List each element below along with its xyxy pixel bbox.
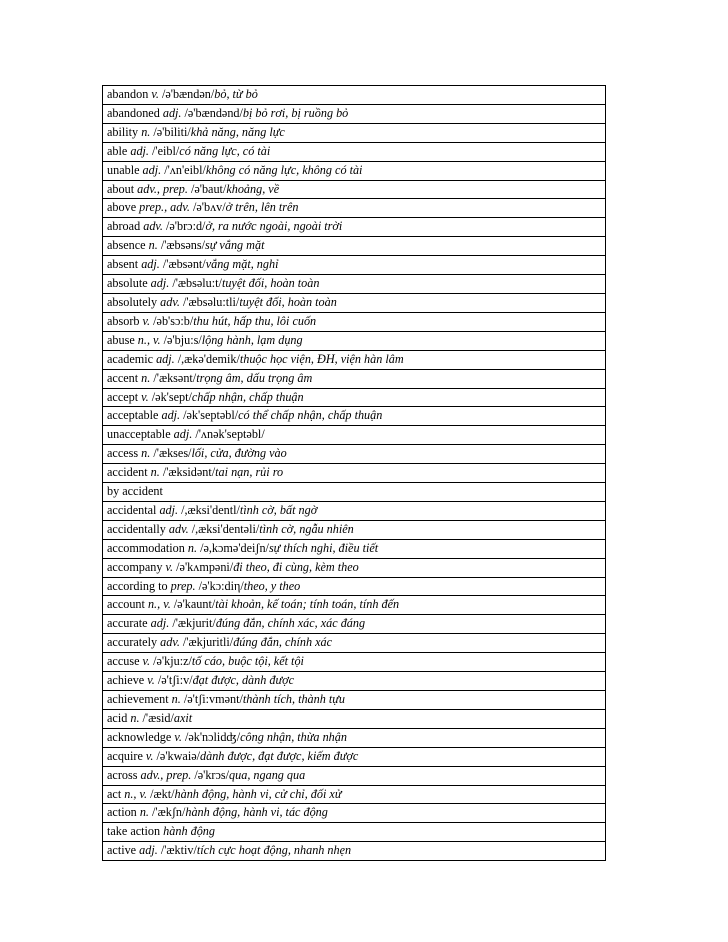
meaning: bỏ, từ bỏ [214,87,258,101]
vocab-entry-cell [103,672,606,691]
meaning: axit [173,710,193,725]
part-of-speech: adv. [160,294,180,309]
vocab-word: take action [107,824,161,839]
vocab-word: unable [107,162,140,177]
vocab-word: account [107,597,145,612]
part-of-speech: v. [141,389,149,404]
part-of-speech: n. [141,124,151,139]
meaning: lộng hành, lạm dụng [201,332,303,347]
pronunciation: /ə'kaunt/ [173,597,216,612]
part-of-speech: n. [141,370,151,385]
pronunciation: /ə'bændən/ [161,87,215,101]
part-of-speech: adv., prep. [140,767,192,782]
vocab-entry-cell [103,86,606,105]
pronunciation: /'æsid/ [142,710,174,725]
pronunciation: /'ʌn'eibl/ [164,162,206,177]
pronunciation: /'æbsəlu:t/ [172,276,222,291]
table-row [103,483,606,502]
table-row [103,672,606,691]
vocab-entry-cell [103,653,606,672]
vocab-entry-cell [103,520,606,539]
vocab-word: abuse [107,332,135,347]
meaning: tích cực hoạt động, nhanh nhẹn [196,843,352,858]
vocab-entry-cell [103,577,606,596]
pronunciation: /'ækses/ [153,446,192,461]
vocab-word: act [107,786,122,801]
vocab-word: achievement [107,692,169,706]
vocab-entry-cell [103,350,606,369]
table-row [103,369,606,388]
pronunciation: /ə'bju:s/ [163,332,202,347]
table-row [103,218,606,237]
vocab-word: able [107,143,128,158]
vocab-entry-cell [103,501,606,520]
meaning: thu hút, hấp thu, lôi cuốn [193,313,317,328]
vocab-word: abandoned [107,105,160,120]
part-of-speech: adj. [141,257,160,272]
table-row [103,142,606,161]
meaning: ở trên, lên trên [225,200,299,215]
part-of-speech: adj. [150,616,170,631]
meaning: lối, cửa, đường vào [191,446,287,461]
part-of-speech: v. [142,313,151,328]
meaning: qua, ngang qua [229,767,306,782]
part-of-speech: adv. [143,219,163,234]
vocab-word: accept [107,389,139,404]
meaning: trọng âm, dấu trọng âm [196,370,313,385]
table-row [103,407,606,426]
pronunciation: /ə'kwaiə/ [156,748,201,763]
vocab-entry-cell [103,123,606,142]
table-row [103,86,606,105]
pronunciation: /'eibl/ [152,143,180,158]
vocab-word: by accident [107,484,163,499]
meaning: tai nạn, rủi ro [215,465,284,480]
table-row [103,388,606,407]
meaning: đúng đắn, chính xác, xác đáng [215,616,366,631]
meaning: vắng mặt, nghỉ [205,257,279,272]
meaning: hành động [163,824,215,839]
table-row [103,104,606,123]
vocab-word: accidental [107,502,157,517]
vocab-entry-cell [103,785,606,804]
part-of-speech: v. [145,748,154,763]
table-row [103,123,606,142]
vocab-word: according to [107,578,168,593]
meaning: ở, ra nước ngoài, ngoài trời [205,219,343,234]
table-row [103,256,606,275]
vocab-word: about [107,181,135,196]
part-of-speech: adj. [159,502,179,517]
pronunciation: /'ækʃn/ [152,805,186,820]
vocab-entry-cell [103,237,606,256]
table-row [103,842,606,861]
pronunciation: /ækt/ [150,786,175,801]
pronunciation: /ə'baut/ [190,181,227,196]
table-row [103,539,606,558]
table-row [103,785,606,804]
vocab-entry-cell [103,747,606,766]
vocabulary-table [102,85,606,861]
vocab-word: accurately [107,635,158,650]
table-row [103,823,606,842]
pronunciation: /'æbsənt/ [162,257,206,272]
part-of-speech: adj. [130,143,149,158]
vocab-word: accuse [107,654,140,669]
vocab-word: acknowledge [107,729,172,744]
table-row [103,577,606,596]
part-of-speech: n., v. [124,786,148,801]
pronunciation: /,æksi'dentəli/ [191,521,260,536]
vocabulary-table-body [103,86,606,861]
table-row [103,804,606,823]
pronunciation: /ə'bʌv/ [192,200,226,215]
table-row [103,426,606,445]
vocab-entry-cell [103,104,606,123]
vocab-word: achieve [107,673,145,688]
meaning: sự thích nghi, điều tiết [268,540,379,555]
vocab-entry-cell [103,218,606,237]
part-of-speech: adj. [142,162,162,177]
table-row [103,464,606,483]
vocab-word: accompany [107,559,163,574]
part-of-speech: adv. [168,521,189,536]
pronunciation: /ək'sept/ [151,389,192,404]
part-of-speech: adj. [150,276,170,291]
part-of-speech: adj. [162,105,182,120]
meaning: dành được, đạt được, kiếm được [200,748,359,763]
pronunciation: /ək'septəbl/ [183,408,239,423]
vocab-entry-cell [103,842,606,861]
meaning: có thể chấp nhận, chấp thuận [238,408,383,423]
vocab-entry-cell [103,388,606,407]
table-row [103,501,606,520]
part-of-speech: v. [151,87,159,101]
part-of-speech: n. [130,710,140,725]
table-row [103,653,606,672]
meaning: công nhận, thừa nhận [240,729,347,744]
meaning: tuyệt đối, hoàn toàn [221,276,320,291]
table-row [103,520,606,539]
vocab-word: acceptable [107,408,159,423]
vocab-entry-cell [103,142,606,161]
meaning: tình cờ, bất ngờ [239,502,318,517]
table-row [103,766,606,785]
meaning: tố cáo, buộc tội, kết tội [191,654,304,669]
part-of-speech: adv., prep. [137,181,188,196]
pronunciation: /ə'tʃi:vmənt/ [183,692,243,706]
table-row [103,331,606,350]
vocab-entry-cell [103,312,606,331]
pronunciation: /ə'kʌmpəni/ [176,559,234,574]
pronunciation: /'ækjurit/ [172,616,216,631]
table-row [103,747,606,766]
vocab-word: action [107,805,137,820]
vocab-word: across [107,767,138,782]
vocab-word: acid [107,710,128,725]
table-row [103,350,606,369]
vocab-entry-cell [103,445,606,464]
vocab-word: accurate [107,616,148,631]
part-of-speech: n., v. [137,332,161,347]
part-of-speech: n. [148,238,158,253]
pronunciation: /ə'krɔs/ [194,767,230,782]
part-of-speech: v. [142,654,151,669]
vocab-entry-cell [103,275,606,294]
pronunciation: /ə,kɔmə'deiʃn/ [200,540,269,555]
vocab-entry-cell [103,766,606,785]
meaning: chấp nhận, chấp thuận [191,389,304,404]
vocab-entry-cell [103,615,606,634]
vocab-word: absent [107,257,139,272]
pronunciation: /ə'brɔ:d/ [166,219,206,234]
vocab-word: absorb [107,313,140,328]
meaning: không có năng lực, không có tài [205,162,363,177]
table-row [103,615,606,634]
vocab-entry-cell [103,483,606,502]
vocab-entry-cell [103,426,606,445]
meaning: theo, y theo [243,578,301,593]
vocab-word: accidentally [107,521,166,536]
part-of-speech: n. [187,540,198,555]
vocab-word: ability [107,124,139,139]
vocab-word: academic [107,351,154,366]
meaning: có năng lực, có tài [179,143,271,158]
table-row [103,275,606,294]
part-of-speech: n. [141,446,151,461]
pronunciation: /ə'biliti/ [153,124,191,139]
pronunciation: /ə'kju:z/ [153,654,192,669]
vocab-entry-cell [103,539,606,558]
pronunciation: /əb'sɔ:b/ [153,313,194,328]
part-of-speech: n. [150,465,160,480]
part-of-speech: adj. [139,843,158,858]
table-row [103,728,606,747]
vocab-word: abandon [107,87,149,101]
vocab-entry-cell [103,691,606,710]
vocab-entry-cell [103,596,606,615]
vocab-entry-cell [103,161,606,180]
part-of-speech: n. [139,805,149,820]
meaning: tài khoản, kế toán; tính toán, tính đến [215,597,400,612]
meaning: sự vắng mặt [205,238,265,253]
vocab-word: abroad [107,219,141,234]
vocab-word: absolute [107,276,148,291]
meaning: tuyệt đối, hoàn toàn [239,294,337,309]
vocab-entry-cell [103,804,606,823]
meaning: khoảng, về [226,181,280,196]
meaning: tình cờ, ngẫu nhiên [259,521,354,536]
meaning: đi theo, đi cùng, kèm theo [233,559,359,574]
pronunciation: /'æksidənt/ [162,465,216,480]
meaning: thuộc học viện, ĐH, viện hàn lâm [239,351,404,366]
pronunciation: /'æktiv/ [160,843,197,858]
part-of-speech: adj. [156,351,175,366]
meaning: đúng đắn, chính xác [233,635,333,650]
vocab-entry-cell [103,558,606,577]
table-row [103,312,606,331]
part-of-speech: prep. [170,578,196,593]
pronunciation: /'æbsəlu:tli/ [182,294,240,309]
pronunciation: /,æksi'dentl/ [181,502,240,517]
table-row [103,558,606,577]
vocab-word: accent [107,370,139,385]
vocab-word: accident [107,465,148,480]
vocab-word: acquire [107,748,143,763]
table-row [103,709,606,728]
vocab-word: active [107,843,137,858]
part-of-speech: v. [174,729,182,744]
table-row [103,596,606,615]
meaning: bị bỏ rơi, bị ruồng bỏ [242,105,349,120]
vocab-word: unacceptable [107,427,171,442]
pronunciation: /'ʌnək'septəbl/ [195,427,265,442]
vocab-word: accommodation [107,540,185,555]
table-row [103,445,606,464]
part-of-speech: adj. [173,427,193,442]
pronunciation: /'ækjuritli/ [182,635,234,650]
vocab-entry-cell [103,293,606,312]
meaning: đạt được, dành được [192,673,295,688]
pronunciation: /,ækə'demik/ [177,351,240,366]
vocab-word: access [107,446,139,461]
vocab-entry-cell [103,709,606,728]
vocab-entry-cell [103,331,606,350]
pronunciation: /ək'nɔlidʤ/ [184,729,241,744]
vocab-entry-cell [103,256,606,275]
vocab-entry-cell [103,407,606,426]
pronunciation: /'æbsəns/ [160,238,205,253]
table-row [103,634,606,653]
table-row [103,237,606,256]
part-of-speech: prep., adv. [139,200,190,215]
pronunciation: /'æksənt/ [153,370,197,385]
part-of-speech: v. [147,673,155,688]
meaning: thành tích, thành tựu [242,692,346,706]
part-of-speech: v. [165,559,174,574]
table-row [103,691,606,710]
table-row [103,161,606,180]
vocab-entry-cell [103,823,606,842]
vocab-entry-cell [103,369,606,388]
meaning: hành động, hành vi, cử chỉ, đối xử [174,786,342,801]
pronunciation: /ə'bændənd/ [184,105,243,120]
table-row [103,199,606,218]
vocab-word: above [107,200,137,215]
meaning: khả năng, năng lực [190,124,285,139]
part-of-speech: adv. [160,635,180,650]
table-row [103,180,606,199]
part-of-speech: adj. [161,408,181,423]
table-row [103,293,606,312]
meaning: hành động, hành vi, tác động [185,805,328,820]
vocab-entry-cell [103,180,606,199]
pronunciation: /ə'tʃi:v/ [157,673,193,688]
vocab-word: absolutely [107,294,158,309]
vocab-entry-cell [103,464,606,483]
vocab-entry-cell [103,634,606,653]
part-of-speech: n., v. [147,597,171,612]
pronunciation: /ə'kɔ:diη/ [198,578,244,593]
vocab-entry-cell [103,199,606,218]
vocab-word: absence [107,238,146,253]
vocab-entry-cell [103,728,606,747]
part-of-speech: n. [171,692,181,706]
